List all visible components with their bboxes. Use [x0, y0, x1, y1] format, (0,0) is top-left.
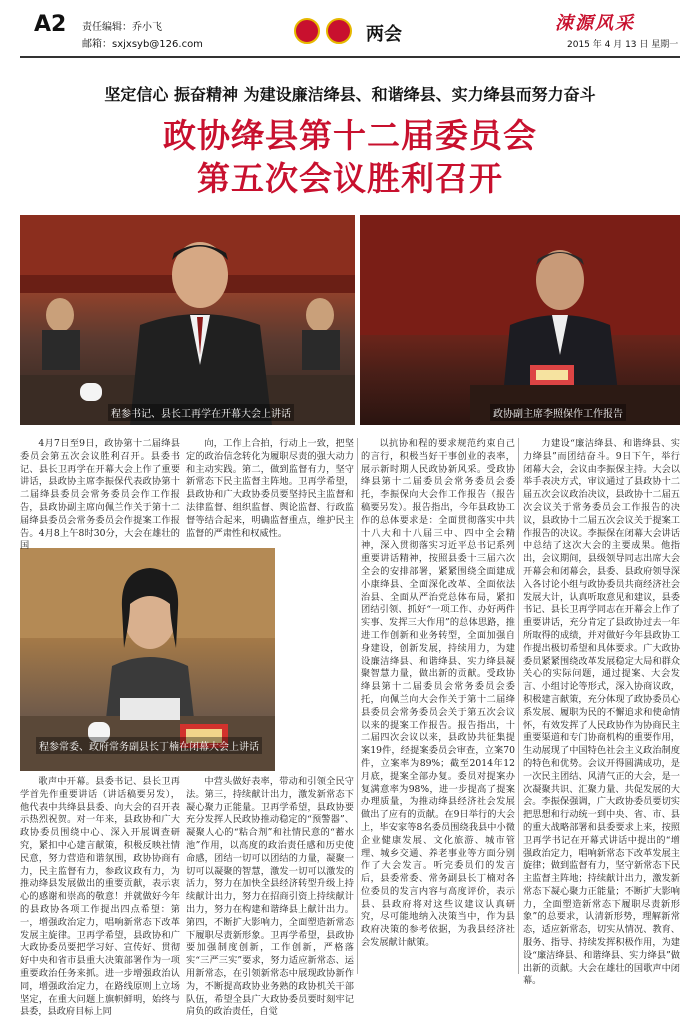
column-divider: [357, 438, 358, 974]
article-paragraph: 歌声中开幕。县委书记、县长卫再学首先作重要讲话（讲话稿要另发），他代表中共绛县县委、向大会的召开表示热烈祝贺。对一年来，县政协和广大政协委员围绕中心、深入开展调查研究，紧扣中心建言献策，积极反映社情民意，努力营造和谐氛围，政协协商有力，民主监督有力，参政议政有力，为推动绛县发展做出的重要贡献，表示衷心的感谢和崇高的敬意！并就做好今年的县政协各项工作提出四点希望：第一，增强政治定力，唱响新常态下改革发展主旋律。卫再学希望，县政协和广大政协委员要把学习好、宣传好、贯彻好中央和省市县重大决策部署作为一项重要政治任务来抓。进一步增强政治认同，增强政治定力，在路线原则上立场坚定，在重大问题上旗帜鲜明，始终与县委，县政府目标上同: [20, 776, 180, 1018]
photo-secretary-speech: [20, 215, 355, 425]
article-paragraph: 力建设“廉洁绛县、和谐绛县、实力绛县”而团结奋斗。9日下午，举行闭幕大会，会议由李振保主持。大会以举手表决方式，审议通过了县政协十二届五次会议政治决议，县政协十二届五次会议关于常务委员会工作报告的决议，县政协十二届五次会议关于提案工作报告的决议。李振保在闭幕大会讲话中总结了这次大会的主要成果。他指出，会议期间，县级领导同志出席大会开幕会和闭幕会，县委、县政府领导深入各讨论小组与政协委员共商经济社会发展大计，认真听取意见和建议，县委书记、县长卫再学同志在开幕会上作了重要讲话，充分肯定了县政协过去一年所取得的成绩，并对做好今年县政协工作提出极切希望和具体要求。广大政协委员紧紧围绕改革发展稳定大局和群众关心的实际问题，通过提案、大会发言、小组讨论等形式，深入协商议政，积极建言献策，充分体现了政协委员心系发展、履职为民的不懈追求和使命情怀，有效发挥了人民政协作为协商民主重要渠道和专门协商机构的重要作用，生动展现了中国特色社会主义政治制度的特色和优势。会议开得圆满成功，是一次民主团结、风清气正的大会，是一次凝聚共识、汇聚力量、共促发展的大会。李振保强调，广大政协委员要切实把思想和行动统一到中央、省、市、县的重大战略部署和县委要求上来，按照卫再学书记在开幕式讲话中提出的“增强政治定力，唱响新常态下改革发展主旋律；做到监督有力，坚守新常态下民主监督主阵地；持续献计出力，激发新常态下凝心聚力正能量；不断扩大影响力，全面塑造新常态下履职尽责新形象”的总要求，认清新形势，理解新常态，适应新常态，切实从情况、教育、服务、指导、持续发挥积极作用，为建设“廉洁绛县、和谐绛县、实力绛县”做出新的贡献。大会在雄壮的国歌声中闭幕。: [523, 438, 680, 987]
page-header: [0, 0, 700, 66]
article-column-1-lower: [20, 776, 180, 1018]
article-paragraph: 以抗协和程的要求规范约束自己的言行，积极当好干事创业的表率，展示新时期人民政协新风采。受政协绛县第十二届委员会常务委员会委托，李振保向大会作工作报告（报告稿要另发）。报告指出，今年县政协工作的总体要求是：全面贯彻落实中共十八大和十八届三中、四中全会精神，深入贯彻落实习近平总书记系列重要讲话精神，按照县委十三届六次全会的安排部署，紧紧围绕全面建成小康绛县、全面深化改革、全面依法治县、全面从严治党总体布局，紧扣团结引领、抓好“一项工作、办好两件实事、发挥三大作用”的总体思路，推进工作创新和业务转型，全面加强自身建设，创新发展，持续用力，为建设廉洁绛县、和谐绛县、实力绛县凝聚智慧力量，做出新的贡献。受政协绛县第十二届委员会常务委员会委托，向佩兰向大会作关于第十二届绛县委员会常务委员会关于第五次会议以来的提案工作报告。报告指出，十二届四次会议以来，县政协共征集提案19件，经提案委员会审查，立案70件，立案率为89%；截至2014年12月底，提案全部办复。委员对提案办复满意率为98%，进一步提高了提案办理质量，为推动绛县经济社会发展做出了应有的贡献。在9日举行的大会上，毕安家等8名委员围绕我县中小微企业健康发展、文化旅游、城市管理、城乡交通、养老事业等方面分别作了大会发言。听完委员们的发言后，县委常委、常务副县长丁楠对各位委员的发言内容与高度评价，表示县、县政府将对这些议建议认真研究，尽可能地纳入决策当中，作为县政府决策的参考依据，为我县经济社会发展献计献策。: [361, 438, 515, 949]
article-paragraph: 向，工作上合拍，行动上一致，把坚定的政治信念转化为履职尽责的强大动力和主动实践。第二，做到监督有力，坚守新常态下民主监督主阵地。卫再学希望，县政协和广大政协委员要坚持民主监督和法律监督、组织监督、舆论监督、行政监督等结合起来，明确监督重点，维护民主监督的严肃性和权威性。: [186, 438, 354, 539]
email-info: 邮箱：sxjxsyb@126.com: [82, 39, 203, 50]
article-column-3: [361, 438, 515, 974]
issue-date: 2015 年 4 月 13 日 星期一: [567, 40, 679, 50]
article-paragraph: 4月7日至9日，政协第十二届绛县委员会第五次会议胜利召开。县委书记、县长卫再学在开幕大会上作了重要讲话，县政协主席李振保代表政协第十二届绛县委员会常务委员会作工作报告，县政协副主席向佩兰作关于第十二届绛县委员会常务委员会作提案工作报告。4月8上午8时30分，大会在雄壮的国: [20, 438, 180, 552]
column-divider: [518, 438, 519, 974]
article-column-4: [523, 438, 680, 987]
photo-caption-1: 程参书记、县长工再学在开幕大会上讲话: [108, 404, 294, 421]
article-paragraph: 中营头做好表率，带动和引领全民守法。第三，持续献计出力，激发新常态下凝心聚力正能量。卫再学希望，县政协要充分发挥人民政协推动稳定的“预警器”、凝聚人心的“粘合剂”和社情民意的“蓄水池”作用，以高度的政治责任感和历史使命感，团结一切可以团结的力量，凝聚一切可以凝聚的智慧，激发一切可以激发的活力，努力在加快全县经济转型升级上持续献计出力，努力在招商引资上持续献计出力，努力在构建和谐绛县上献计出力。第四，不断扩大影响力，全面塑造新常态下履职尽责新形象。卫再学希望，县政协要加强制度创新，工作创新，严格落实“三严三实”要求，努力适应新常态、运用新常态，在引领新常态中展现政协新作为，不断提高政协业务熟的政协机关干部队伍，希望全县广大政协委员要时刻牢记肩负的政治责任，自觉: [186, 776, 354, 1018]
header-divider: [20, 56, 680, 58]
cppcc-emblem-icon: [326, 18, 352, 44]
photo-secretary-speech-graphic: [20, 215, 355, 425]
article-column-1: [20, 438, 180, 552]
article-headline-line1: 政协绛县第十二届委员会: [163, 116, 537, 155]
article-column-2-lower: [186, 776, 354, 1018]
photo-work-report-graphic: [360, 215, 680, 425]
article-column-2: [186, 438, 354, 542]
section-title: 两会: [366, 24, 402, 45]
page-number: A2: [34, 12, 67, 37]
national-emblem-icon: [294, 18, 320, 44]
editor-info: 责任编辑：乔小飞: [82, 22, 162, 33]
photo-caption-2: 政协副主席李照保作工作报告: [490, 404, 626, 421]
article-headline-line2: 第五次会议胜利召开: [197, 159, 503, 198]
article-subhead: 坚定信心 振奋精神 为建设廉洁绛县、和谐绛县、实力绛县而努力奋斗: [104, 85, 596, 104]
photo-caption-3: 程参常委、政府常务副县长丁楠在闭幕大会上讲话: [36, 737, 262, 754]
photo-work-report: [360, 215, 680, 425]
column-title: 涑源风采: [555, 13, 635, 34]
